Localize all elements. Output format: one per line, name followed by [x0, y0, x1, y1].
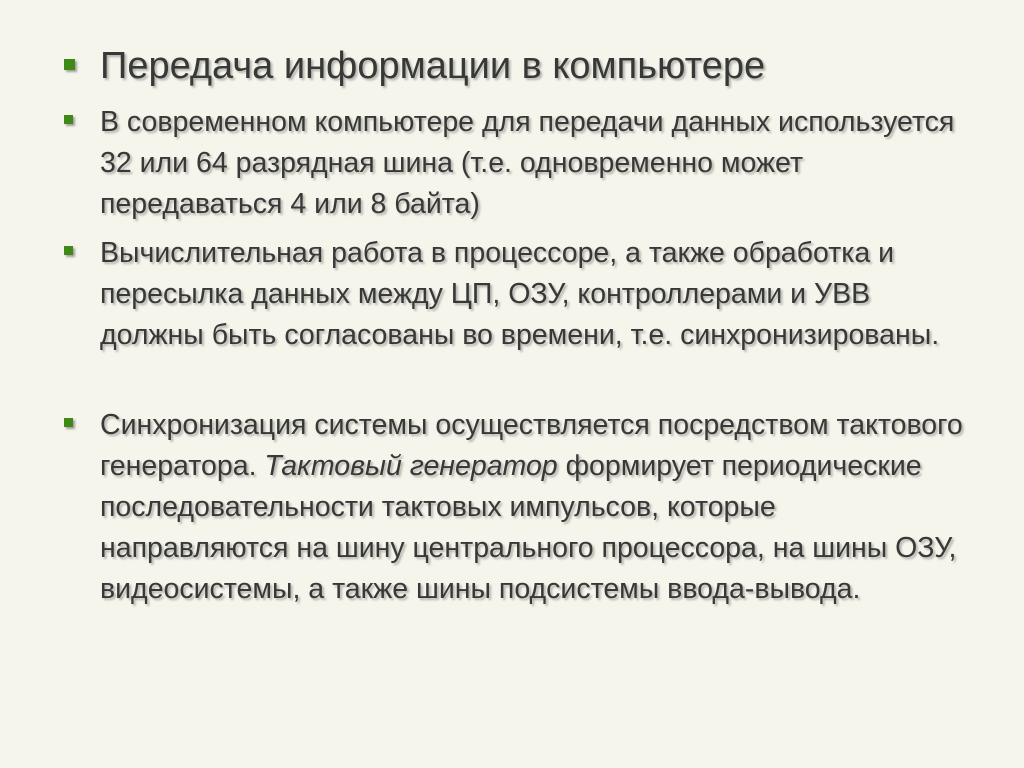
bullet-text-2: Вычислительная работа в процессоре, а также обработка и пересылка данных между ЦП, ОЗУ, контроллерами и УВВ должны быть согласованы во времени, т.е. синхронизированы.	[100, 237, 940, 351]
bullet-icon	[64, 246, 73, 255]
slide-title: Передача информации в компьютере	[100, 45, 766, 87]
bullet-text-1: В современном компьютере для передачи данных используется 32 или 64 разрядная шина (т.е. одновременно может передаваться 4 или 8 байта)	[100, 106, 955, 220]
title-bullet-icon	[64, 59, 75, 70]
bullet-text-3-intro: Синхронизация системы осуществляется посредством тактового генератора.	[100, 409, 963, 482]
italic-term: Тактовый генератор	[264, 450, 558, 482]
bullet-text-3	[100, 405, 964, 610]
bullet-icon	[64, 418, 73, 427]
bullet-icon	[64, 115, 73, 124]
bullet-text-3-rest: формирует периодические последовательности тактовых импульсов, которые направляются на шину центрального процессора, на шины ОЗУ, видеосистемы, а также шины подсистемы ввода-вывода.	[100, 450, 957, 605]
